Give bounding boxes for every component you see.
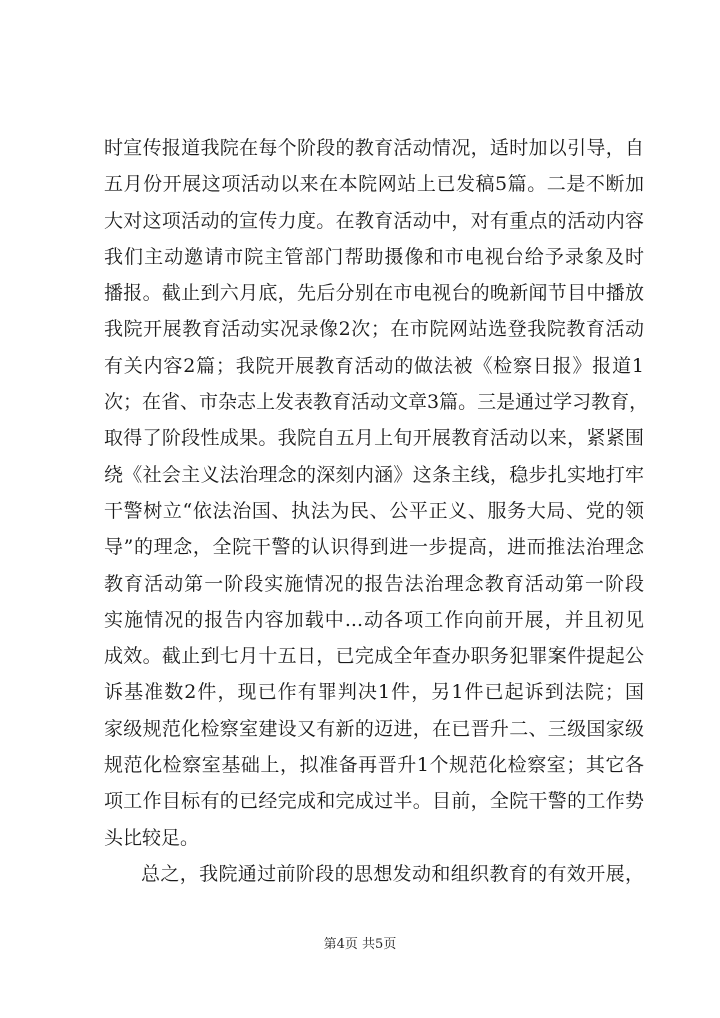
text-line: 播报。截止到六月底，先后分别在市电视台的晚新闻节目中播放 (104, 282, 644, 305)
text-line: 规范化检察室基础上，拟准备再晋升1个规范化检察室；其它各 (104, 754, 644, 777)
body-paragraph (104, 130, 649, 856)
closing-line: 总之，我院通过前阶段的思想发动和组织教育的有效开展， (141, 863, 644, 885)
text-line: 时宣传报道我院在每个阶段的教育活动情况，适时加以引导，自 (104, 137, 644, 159)
text-line: 导”的理念，全院干警的认识得到进一步提高，进而推法治理念 (104, 536, 644, 559)
text-line: 干警树立“依法治国、执法为民、公平正义、服务大局、党的领 (104, 499, 644, 522)
text-line: 我院开展教育活动实况录像2次；在市院网站选登我院教育活动 (104, 318, 644, 341)
text-line: 五月份开展这项活动以来在本院网站上已发稿5篇。二是不断加 (104, 173, 644, 196)
text-line: 项工作目标有的已经完成和完成过半。目前，全院干警的工作势 (104, 790, 644, 813)
page-footer (0, 936, 720, 954)
text-line: 有关内容2篇；我院开展教育活动的做法被《检察日报》报道1 (104, 354, 644, 377)
text-line: 实施情况的报告内容加载中...动各项工作向前开展，并且初见 (104, 608, 644, 631)
text-line: 诉基准数2件，现已作有罪判决1件，另1件已起诉到法院；国 (104, 681, 644, 704)
text-line: 家级规范化检察室建设又有新的迈进，在已晋升二、三级国家级 (104, 717, 644, 740)
closing-paragraph (104, 856, 644, 892)
page-number: 第4页 共5页 (323, 937, 397, 952)
text-line: 绕《社会主义法治理念的深刻内涵》这条主线，稳步扎实地打牢 (104, 463, 644, 486)
text-line: 教育活动第一阶段实施情况的报告法治理念教育活动第一阶段 (104, 572, 644, 595)
text-line: 成效。截止到七月十五日，已完成全年查办职务犯罪案件提起公 (104, 645, 644, 668)
text-line: 次；在省、市杂志上发表教育活动文章3篇。三是通过学习教育， (104, 391, 649, 414)
text-line: 我们主动邀请市院主管部门帮助摄像和市电视台给予录象及时 (104, 245, 644, 268)
text-line: 取得了阶段性成果。我院自五月上旬开展教育活动以来，紧紧围 (104, 427, 644, 450)
text-line: 头比较足。 (104, 826, 200, 849)
text-line: 大对这项活动的宣传力度。在教育活动中，对有重点的活动内容 (104, 209, 644, 232)
